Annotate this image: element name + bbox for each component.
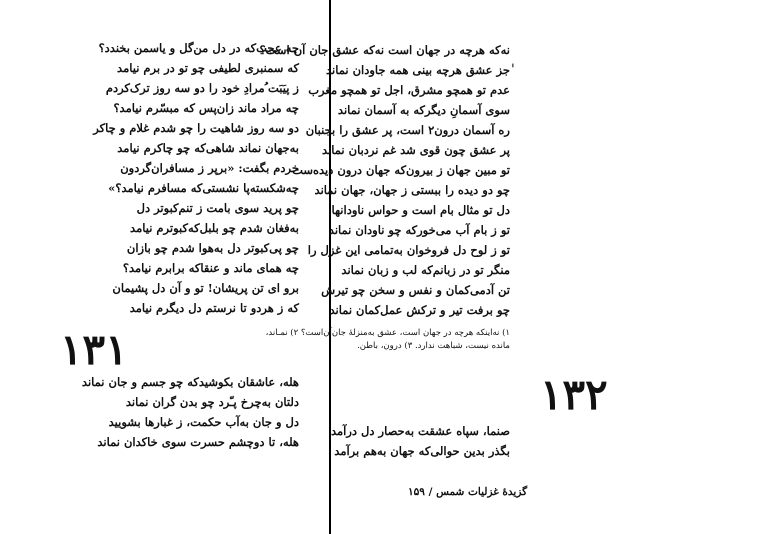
poem-131-opening (82, 372, 299, 452)
verse-line: سوی آسمانِ دیگرکه به آسمان نماند (337, 103, 510, 117)
verse-line: چو پی‌کبوتر دل به‌هوا شدم چو بازان (126, 241, 299, 255)
verse-line: تو ز بام آب می‌خورکه چو ناودان نماند (328, 223, 510, 237)
verse-line: دو سه روز شاهیت را چو شدم غلام و چاکر (93, 121, 299, 135)
book-title: گزیدهٔ غزلیات شمس (436, 486, 528, 498)
page-number: / ۱۵۹ (408, 486, 433, 498)
verse-line: هله، عاشقان بکوشیدکه چو جسم و جان نماند (81, 375, 299, 389)
verse-line: نه‌که هرچه در جهان است نه‌که عشق جان آن است؟ (259, 43, 510, 57)
poem-132-opening (331, 421, 510, 461)
verse-line: چه‌شکسته‌پا نشستی‌که مسافرم نیامد؟» (108, 181, 299, 195)
verse-line: برو ای تن پریشان! تو و آن دل پشیمان (112, 281, 299, 295)
verse-line: پر عشق چون قوی شد غم نردبان نماند (322, 143, 510, 157)
verse-line: چه عجب‌که در دل من‌گل و یاسمن بخندد؟ (98, 41, 299, 55)
poem-number-131: ۱۳۱ (60, 325, 128, 374)
verse-line: بگذر بدین حوالی‌که جهان به‌هم برآمد (334, 444, 510, 458)
verse-line: به‌جهان نماند شاهی‌که چو چاکرم نیامد (117, 141, 299, 155)
verse-line: دل تو مثال بام است و حواس ناودانها (331, 203, 510, 217)
verse-line: چه مراد ماند زان‌پس که مبسّرم نیامد؟ (113, 101, 299, 115)
poem-number-132: ۱۳۲ (540, 370, 608, 419)
verse-line: صنما، سپاه عشقت به‌حصار دل درآمد (330, 424, 510, 438)
footnote-line: ۱) نه‌اینکه هرچه در جهان است، عشق به‌منزلهٔ جان‌آن‌است؟ ۲) نمـاند، (265, 328, 510, 338)
verse-line: تو مبین جهان ز بیرون‌که جهان درون دیده‌ست (292, 163, 510, 177)
verse-line: هله، تا دوچشم حسرت سوی خاکدان نماند (97, 435, 299, 449)
verse-line: که ز هردو تا نرستم دل دیگرم نیامد (129, 301, 299, 315)
verse-line: ٰجز عشق هرچه بینی همه جاودان نماند (326, 63, 510, 77)
verse-line: که سمنبری لطیفی چو تو در برم نیامد (117, 61, 299, 75)
verse-line: چه همای ماند و عنقا‌که برابرم نیامد؟ (122, 261, 299, 275)
verse-line: خردم بگفت: «برپر ز مسافران‌گردون (120, 161, 299, 175)
verse-line: ره آسمان درون۲ است، پر عشق را بجنبان (305, 123, 510, 137)
verse-line: چو برفت تیر و ترکش عمل‌کمان نماند (329, 303, 510, 317)
footnote-line: مانده نیست، شباهت ندارد. ۳) درون، باطن. (357, 341, 510, 351)
verse-line: منگر تو در زبانم‌که لب و زبان نماند (341, 263, 510, 277)
verse-line: به‌فغان شدم چو بلبل‌که‌کبوترم نیامد (130, 221, 299, 235)
verse-line: تن آدمی‌کمان و نفس و سخن چو تیرش (321, 283, 510, 297)
verse-line: تو ز لوح دل فروخوان به‌تمامی این غزل را (307, 243, 510, 257)
verse-line: دل و جان به‌آب حکمت، ز غبارها بشویید (108, 415, 299, 429)
verse-line: عدم تو همچو مشرق، اجل تو همچو مغرب (308, 83, 510, 97)
verse-line: دلتان به‌چرخ پـّرد چو بدن گران نماند (125, 395, 299, 409)
footnotes (266, 327, 510, 353)
verse-line: چو دو دیده را ببستی ز جهان، جهان نماند (314, 183, 510, 197)
verse-line: ز پیَبَت ُمرادِ خود را دو سه روز ترک‌کردم (105, 81, 299, 95)
verse-line: چو پرید سوی بامت ز تنم‌کبوتر دل (136, 201, 299, 215)
page-footer (408, 486, 527, 498)
poem-131-continuation (259, 40, 510, 320)
